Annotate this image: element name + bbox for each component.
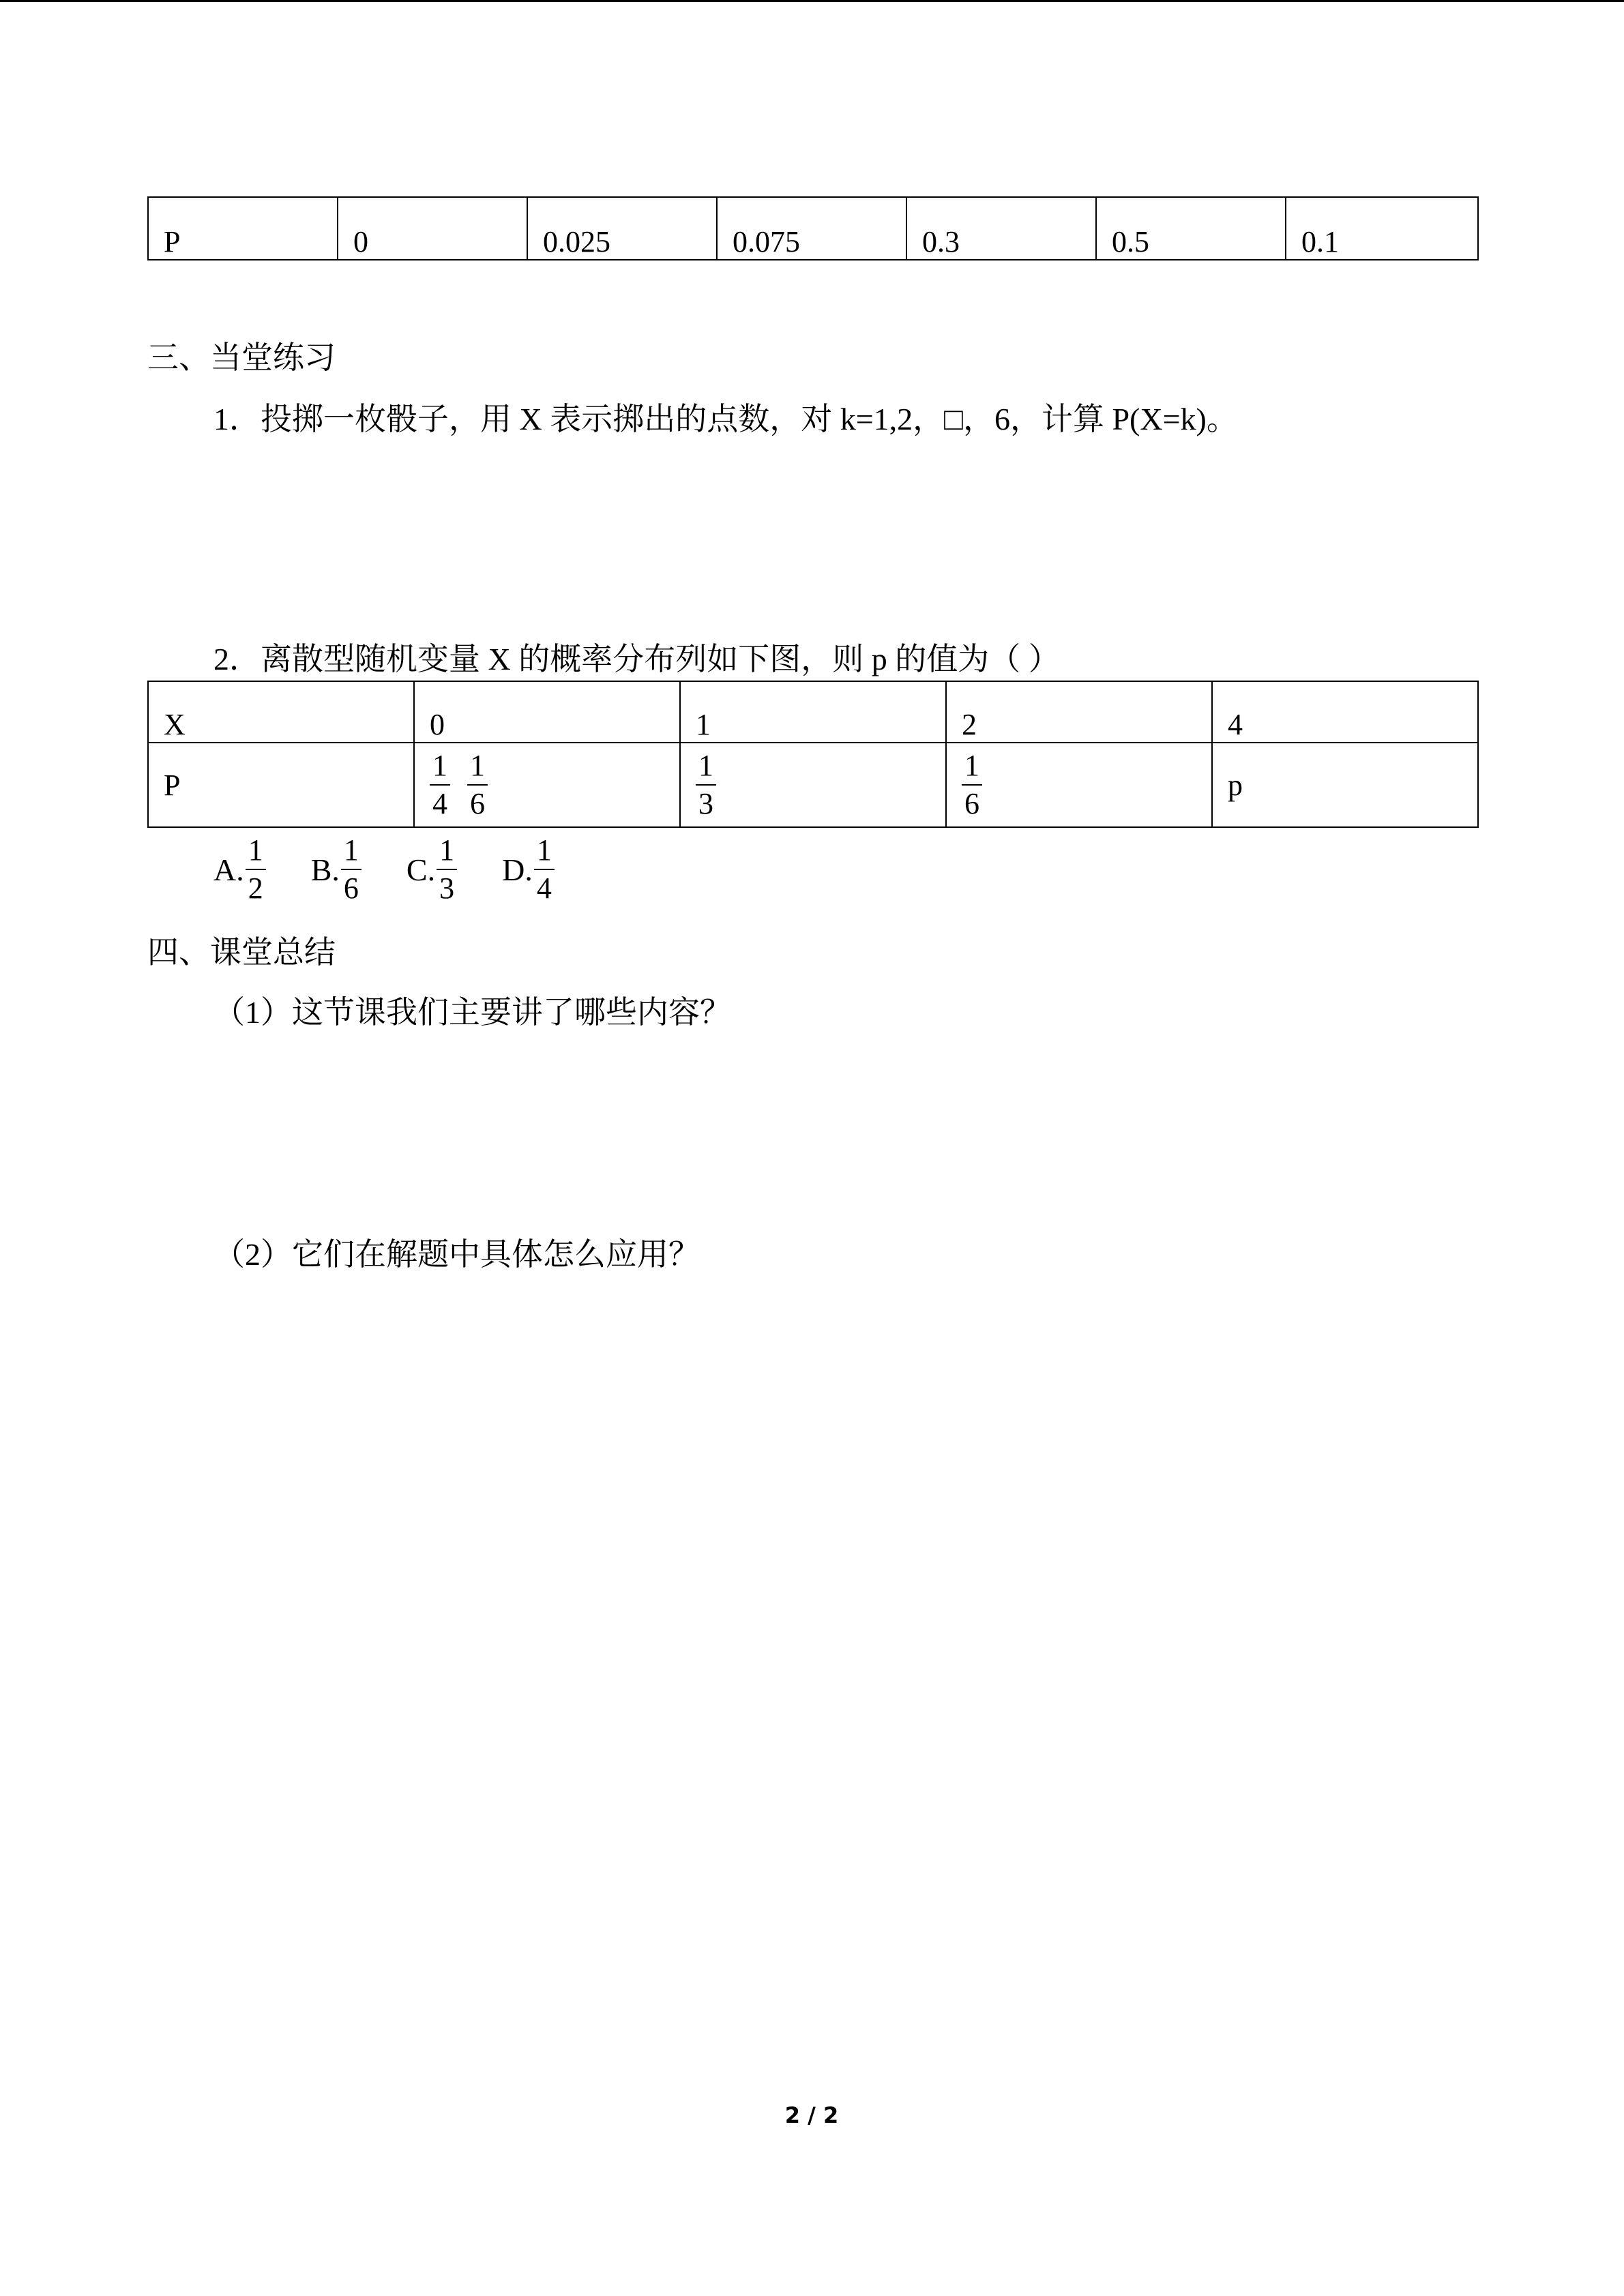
option-label: D. [502,852,533,887]
probability-table-top [147,196,1479,260]
table-cell-fractions [414,743,680,827]
summary-question-2: （2）它们在解题中具体怎么应用？ [213,1237,700,1272]
table-cell: 0 [414,681,680,743]
row-label-x: X [148,681,414,743]
fraction [341,833,361,906]
fraction-bar [430,784,450,786]
row-label-p: P [148,743,414,827]
table-cell: 0.1 [1286,197,1478,260]
fraction [430,749,450,821]
top-border-line [0,0,1624,2]
option-c [407,833,457,906]
option-d [502,833,555,906]
table-cell-fraction [946,743,1212,827]
denominator: 6 [964,787,979,820]
section-heading-practice: 三、当堂练习 [147,340,336,375]
option-a [213,833,266,906]
denominator: 3 [698,787,713,820]
fraction-bar [467,784,488,786]
table-cell: 0.025 [527,197,717,260]
table-cell: p [1212,743,1478,827]
question-2: 2．离散型随机变量 X 的概率分布列如下图，则 p 的值为（ ） [213,642,1060,676]
option-label: C. [406,852,436,887]
option-b [311,833,361,906]
numerator: 1 [698,749,713,782]
table-cell: 0.3 [906,197,1096,260]
numerator: 1 [248,833,263,867]
row-label-p: P [148,197,338,260]
fraction-bar [437,869,457,870]
table-cell: 1 [680,681,946,743]
answer-options [213,833,555,906]
fraction-bar [341,869,361,870]
denominator: 4 [432,787,447,820]
fraction [467,749,488,821]
page-number: 2 / 2 [784,2102,839,2128]
question-1: 1．投掷一枚骰子，用 X 表示掷出的点数，对 k=1,2，□，6，计算 P(X=k)。 [213,402,1238,436]
numerator: 1 [439,833,455,867]
fraction-bar [246,869,266,870]
table-cell: 0.075 [717,197,906,260]
table-cell: 0.5 [1096,197,1286,260]
fraction [962,749,982,821]
numerator: 1 [470,749,485,782]
denominator: 4 [536,871,552,905]
table-cell: 0 [338,197,527,260]
numerator: 1 [964,749,979,782]
fraction-bar [534,869,555,870]
numerator: 1 [343,833,359,867]
option-label: B. [310,852,340,887]
summary-question-1: （1）这节课我们主要讲了哪些内容？ [213,995,731,1030]
option-label: A. [213,852,244,887]
fraction [534,833,555,906]
numerator: 1 [536,833,552,867]
table-cell: 2 [946,681,1212,743]
table-cell: 4 [1212,681,1478,743]
distribution-table [147,681,1479,828]
section-heading-summary: 四、课堂总结 [147,935,336,970]
denominator: 6 [470,787,485,820]
fraction [437,833,457,906]
table-cell-fraction [680,743,946,827]
fraction [696,749,716,821]
denominator: 3 [439,871,455,905]
denominator: 6 [343,871,359,905]
fraction-bar [962,784,982,786]
fraction [246,833,266,906]
numerator: 1 [432,749,447,782]
fraction-bar [696,784,716,786]
denominator: 2 [248,871,263,905]
